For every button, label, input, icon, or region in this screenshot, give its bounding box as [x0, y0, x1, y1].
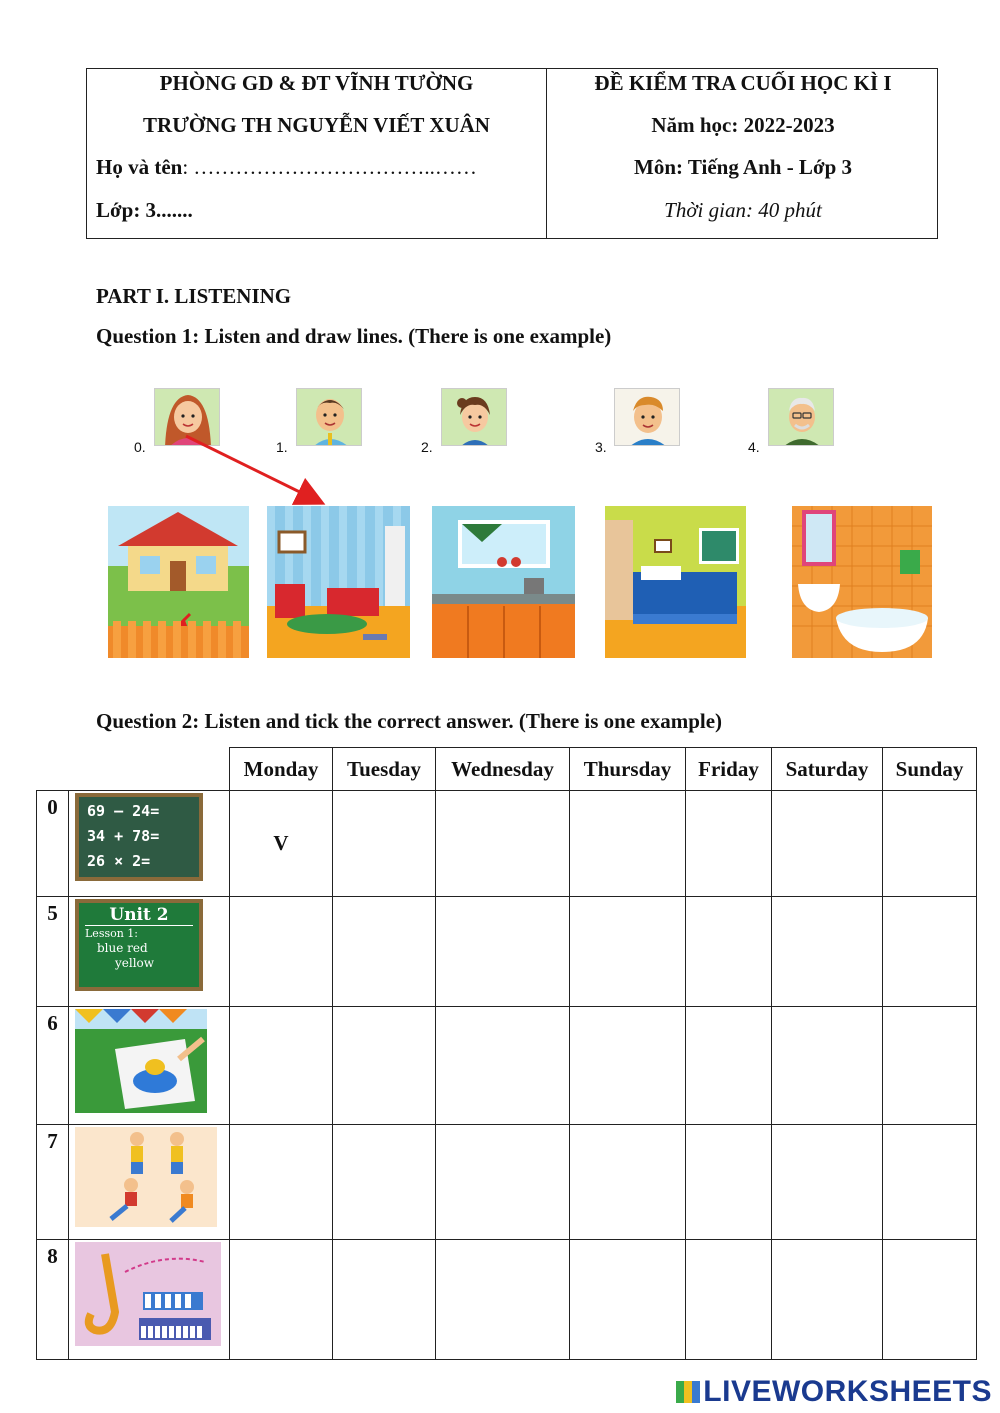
logo-text: LIVEWORKSHEETS	[703, 1375, 992, 1408]
music-instruments-picture	[69, 1240, 230, 1360]
tick-cell[interactable]	[436, 791, 570, 897]
person-number: 0.	[134, 439, 146, 455]
tick-cell[interactable]	[570, 897, 686, 1007]
maths-board-picture	[69, 791, 230, 897]
day-sunday: Sunday	[883, 748, 977, 791]
tick-cell[interactable]	[772, 897, 883, 1007]
day-friday: Friday	[686, 748, 772, 791]
tick-cell[interactable]	[883, 1240, 977, 1360]
tick-cell[interactable]	[230, 1125, 333, 1240]
tick-cell-monday[interactable]: V	[230, 791, 333, 897]
table-row	[37, 1007, 977, 1125]
table-row	[37, 791, 977, 897]
name-blank: : ……………………………..……	[182, 155, 477, 179]
art-painting-picture	[69, 1007, 230, 1125]
tick-cell[interactable]	[333, 1007, 436, 1125]
board-line: Unit 2	[85, 905, 193, 926]
tick-cell[interactable]	[570, 1007, 686, 1125]
tick-cell[interactable]	[333, 1125, 436, 1240]
row-number: 8	[37, 1240, 69, 1360]
person-number: 1.	[276, 439, 288, 455]
board-line: 34 + 78=	[87, 827, 160, 845]
tick-cell[interactable]	[333, 1240, 436, 1360]
exam-title: ĐỀ KIỂM TRA CUỐI HỌC KÌ I	[594, 71, 892, 95]
garden-picture[interactable]	[108, 506, 249, 658]
part-title: PART I. LISTENING	[96, 284, 292, 308]
board-line: Lesson 1:	[85, 927, 139, 940]
day-thursday: Thursday	[570, 748, 686, 791]
girl-face-icon[interactable]	[441, 388, 507, 446]
table-header-row	[37, 748, 977, 791]
boy-face-icon[interactable]	[614, 388, 680, 446]
tick-cell[interactable]	[686, 897, 772, 1007]
kitchen-picture[interactable]	[432, 506, 575, 658]
table-row	[37, 1125, 977, 1240]
tick-cell[interactable]	[570, 1240, 686, 1360]
student-name-field[interactable]	[96, 155, 477, 180]
question1-title: Question 1: Listen and draw lines. (There is one example)	[96, 324, 612, 348]
tick-cell[interactable]	[230, 897, 333, 1007]
row-number: 5	[37, 897, 69, 1007]
bedroom-picture[interactable]	[605, 506, 746, 658]
question2-title: Question 2: Listen and tick the correct answer. (There is one example)	[96, 709, 723, 733]
tick-cell[interactable]	[883, 1125, 977, 1240]
tick-cell[interactable]	[230, 1240, 333, 1360]
schedule-table	[36, 747, 977, 1360]
board-line: yellow	[115, 956, 155, 970]
board-line: 26 × 2=	[87, 852, 151, 870]
grandfather-face-icon[interactable]	[768, 388, 834, 446]
school-department: PHÒNG GD & ĐT VĨNH TƯỜNG	[159, 71, 474, 95]
day-saturday: Saturday	[772, 748, 883, 791]
tick-cell[interactable]	[883, 897, 977, 1007]
corner-cell	[69, 748, 230, 791]
example-arrow	[180, 430, 340, 510]
day-monday: Monday	[230, 748, 333, 791]
row-number: 0	[37, 791, 69, 897]
person-number: 2.	[421, 439, 433, 455]
time-limit: Thời gian: 40 phút	[664, 198, 822, 222]
tick-cell[interactable]	[570, 1125, 686, 1240]
name-label: Họ và tên	[96, 155, 183, 179]
tick-cell[interactable]	[570, 791, 686, 897]
board-line: 69 – 24=	[87, 802, 160, 820]
tick-cell[interactable]	[436, 1125, 570, 1240]
school-name: TRƯỜNG TH NGUYỄN VIẾT XUÂN	[143, 113, 490, 137]
table-row	[37, 1240, 977, 1360]
class-field[interactable]: Lớp: 3.......	[96, 198, 193, 222]
tick-cell[interactable]	[883, 791, 977, 897]
tick-cell[interactable]	[333, 897, 436, 1007]
header-box	[86, 68, 938, 239]
tick-cell[interactable]	[436, 1007, 570, 1125]
tick-cell[interactable]	[686, 1007, 772, 1125]
tick-cell[interactable]	[436, 897, 570, 1007]
tick-cell[interactable]	[686, 1125, 772, 1240]
person-number: 3.	[595, 439, 607, 455]
table-row	[37, 897, 977, 1007]
subject: Môn: Tiếng Anh - Lớp 3	[634, 155, 852, 179]
day-tuesday: Tuesday	[333, 748, 436, 791]
english-board-picture	[69, 897, 230, 1007]
day-wednesday: Wednesday	[436, 748, 570, 791]
tick-cell[interactable]	[333, 791, 436, 897]
liveworksheets-logo	[676, 1375, 992, 1409]
person-number: 4.	[748, 439, 760, 455]
tick-cell[interactable]	[772, 1125, 883, 1240]
school-year: Năm học: 2022-2023	[651, 113, 835, 137]
board-line: blue red	[97, 941, 148, 955]
pe-exercise-picture	[69, 1125, 230, 1240]
tick-cell[interactable]	[436, 1240, 570, 1360]
row-number: 7	[37, 1125, 69, 1240]
living-room-picture[interactable]	[267, 506, 410, 658]
row-number: 6	[37, 1007, 69, 1125]
corner-cell	[37, 748, 69, 791]
tick-cell[interactable]	[686, 791, 772, 897]
tick-cell[interactable]	[230, 1007, 333, 1125]
tick-cell[interactable]	[883, 1007, 977, 1125]
tick-cell[interactable]	[686, 1240, 772, 1360]
tick-cell[interactable]	[772, 1240, 883, 1360]
tick-cell[interactable]	[772, 1007, 883, 1125]
bathroom-picture[interactable]	[792, 506, 932, 658]
tick-cell[interactable]	[772, 791, 883, 897]
